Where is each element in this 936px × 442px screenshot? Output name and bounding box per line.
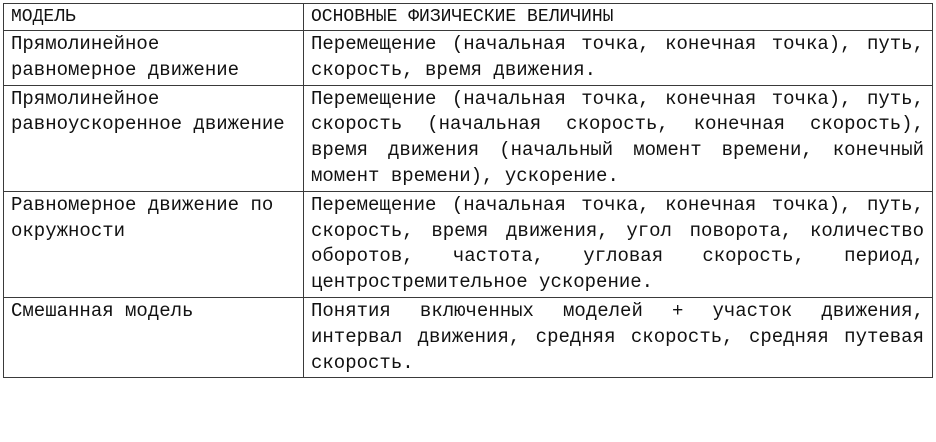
model-name: Прямолинейное равномерное движение	[4, 31, 304, 86]
model-name: Равномерное движение по окружности	[4, 191, 304, 297]
table-row	[4, 191, 933, 297]
table-row	[4, 31, 933, 86]
table-row	[4, 85, 933, 191]
model-name: Прямолинейное равноускоренное движение	[4, 85, 304, 191]
model-quantities: Понятия включенных моделей + участок движения, интервал движения, средняя скорость, средняя путевая скорость.	[304, 297, 933, 377]
header-model: МОДЕЛЬ	[4, 4, 304, 31]
model-quantities: Перемещение (начальная точка, конечная точка), путь, скорость, время движения, угол поворота, количество оборотов, частота, угловая скорость, период, центростремительное ускорение.	[304, 191, 933, 297]
model-quantities: Перемещение (начальная точка, конечная точка), путь, скорость (начальная скорость, конечная скорость), время движения (начальный момент времени, конечный момент времени), ускорение.	[304, 85, 933, 191]
table-row	[4, 297, 933, 377]
model-name: Смешанная модель	[4, 297, 304, 377]
model-quantities: Перемещение (начальная точка, конечная точка), путь, скорость, время движения.	[304, 31, 933, 86]
models-table	[3, 3, 933, 378]
header-quantities: ОСНОВНЫЕ ФИЗИЧЕСКИЕ ВЕЛИЧИНЫ	[304, 4, 933, 31]
table-header-row	[4, 4, 933, 31]
